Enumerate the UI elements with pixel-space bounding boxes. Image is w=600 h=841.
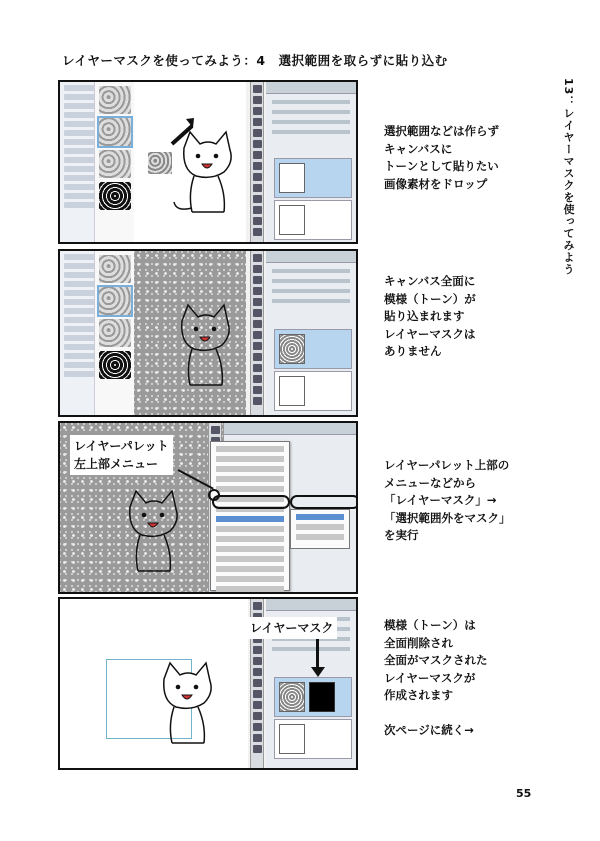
- layer-thumbnail: [279, 163, 305, 193]
- layer-thumbnail: [279, 334, 305, 364]
- layer-thumbnail: [279, 376, 305, 406]
- screenshot-panel-1: [58, 80, 358, 244]
- callout-arrow-line: [316, 639, 319, 669]
- panel-4-caption: 模様（トーン）は 全面削除され 全面がマスクされた レイヤーマスクが 作成されます 次ページに続く→: [384, 618, 488, 737]
- layer-row-tone: [274, 677, 352, 717]
- cat-illustration: [118, 489, 188, 579]
- canvas: [60, 599, 248, 768]
- tool-palette: [250, 251, 264, 415]
- layer-thumbnail: [279, 205, 305, 235]
- layer-row-paper: [274, 200, 352, 240]
- submenu-item-highlight-ring: [290, 495, 358, 509]
- layer-palette-menu[interactable]: [210, 441, 290, 591]
- cat-illustration: [152, 661, 222, 751]
- panel-2-caption: キャンバス全面に 模様（トーン）が 貼り込まれます レイヤーマスクは ありません: [384, 274, 476, 358]
- layer-thumbnail: [279, 682, 305, 712]
- layer-row-paper: [274, 371, 352, 411]
- panel-3-caption: レイヤーパレット上部の メニューなどから 「レイヤーマスク」→ 「選択範囲外をマスク」 を実行: [384, 458, 511, 542]
- tool-palette: [250, 82, 264, 242]
- layer-palette: [266, 251, 356, 415]
- page-title: レイヤーマスクを使ってみよう：4 選択範囲を取らずに貼り込む: [62, 53, 448, 68]
- cat-illustration: [172, 130, 242, 220]
- material-thumbnails: [94, 82, 134, 242]
- layer-mask-submenu[interactable]: [290, 509, 350, 549]
- menu-location-callout: レイヤーパレット 左上部メニュー: [70, 435, 173, 475]
- cat-illustration: [170, 303, 240, 393]
- screenshot-panel-4: [58, 597, 358, 770]
- panel-1-caption: 選択範囲などは作らず キャンバスに トーンとして貼りたい 画像素材をドロップ: [384, 124, 499, 191]
- layer-thumbnail: [279, 724, 305, 754]
- layer-row-tone: [274, 158, 352, 198]
- material-thumbnails: [94, 251, 134, 415]
- menu-item-highlight-ring: [212, 495, 290, 509]
- layer-mask-callout: レイヤーマスク: [246, 617, 337, 639]
- layer-palette: [266, 82, 356, 242]
- down-arrow-icon: [311, 667, 325, 677]
- canvas: [134, 82, 246, 242]
- screenshot-panel-3: [58, 421, 358, 594]
- menu-button-highlight-ring: [208, 489, 220, 501]
- layer-row-tone: [274, 329, 352, 369]
- canvas-with-tone: [134, 251, 246, 415]
- screenshot-panel-2: [58, 249, 358, 417]
- layer-row-paper: [274, 719, 352, 759]
- chapter-side-tab: 13：レイヤーマスクを使ってみよう: [562, 78, 575, 276]
- page-number: 55: [516, 787, 532, 800]
- layer-mask-thumbnail: [309, 682, 335, 712]
